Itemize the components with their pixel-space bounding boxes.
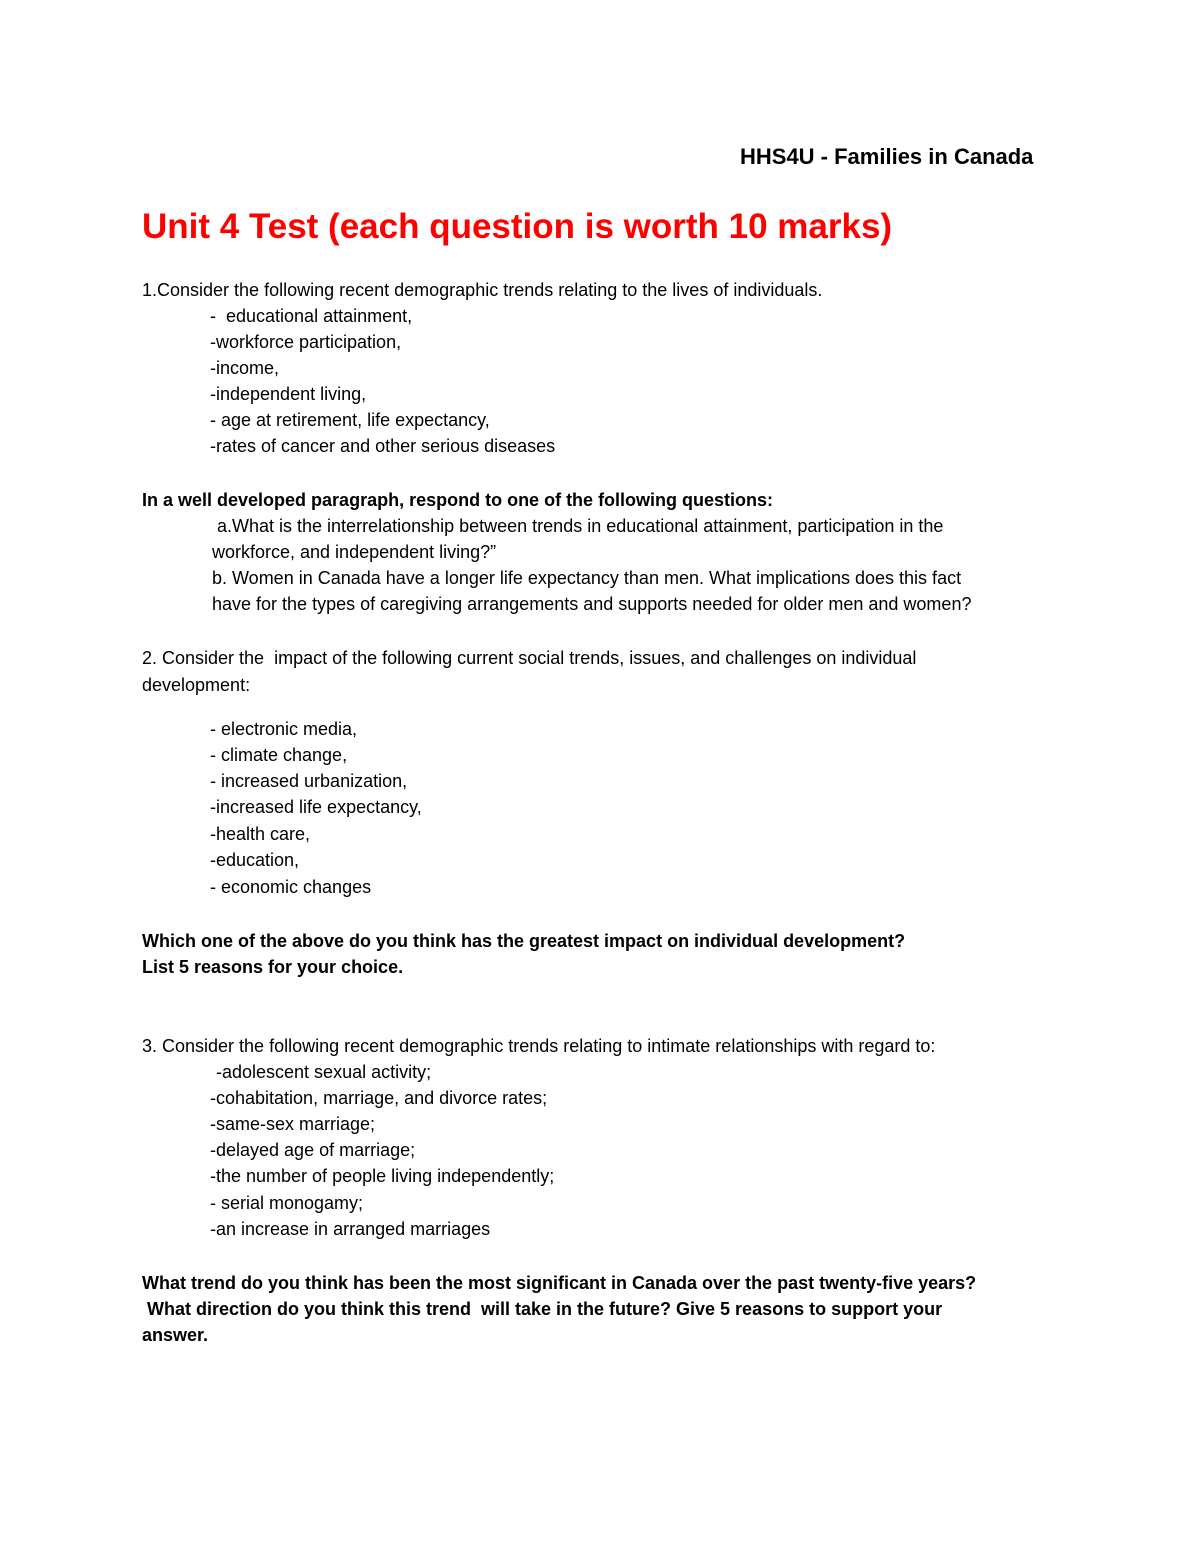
q2-item: - economic changes xyxy=(210,877,372,897)
q3-item: -cohabitation, marriage, and divorce rates; xyxy=(210,1088,548,1108)
q3-item: -the number of people living independently; xyxy=(210,1166,555,1186)
q3-intro: 3. Consider the following recent demographic trends relating to intimate relationships with regard to: xyxy=(142,1036,936,1056)
q3-item: -adolescent sexual activity; xyxy=(216,1062,432,1082)
q2-item: - climate change, xyxy=(210,745,348,765)
q3-item: - serial monogamy; xyxy=(210,1193,364,1213)
q1-option-a: a.What is the interrelationship between trends in educational attainment, participation in the xyxy=(212,516,944,536)
q3-item: -an increase in arranged marriages xyxy=(210,1219,491,1239)
q1-item: -income, xyxy=(210,358,280,378)
test-title: Unit 4 Test (each question is worth 10 marks) xyxy=(142,207,893,246)
q1-item: - age at retirement, life expectancy, xyxy=(210,410,490,430)
q2-item: -increased life expectancy, xyxy=(210,797,422,817)
q2-prompt: Which one of the above do you think has the greatest impact on individual development? xyxy=(142,931,906,951)
q2-intro-cont: development: xyxy=(142,675,251,695)
q3-item: -same-sex marriage; xyxy=(210,1114,376,1134)
q1-intro: 1.Consider the following recent demographic trends relating to the lives of individuals. xyxy=(142,280,823,300)
q3-prompt-end: answer. xyxy=(142,1325,209,1345)
q3-prompt-cont: What direction do you think this trend will take in the future? Give 5 reasons to support your xyxy=(142,1299,943,1319)
q1-item: - educational attainment, xyxy=(210,306,413,326)
q1-prompt: In a well developed paragraph, respond to one of the following questions: xyxy=(142,490,774,510)
q2-item: - increased urbanization, xyxy=(210,771,408,791)
q3-prompt: What trend do you think has been the most significant in Canada over the past twenty-five years? xyxy=(142,1273,977,1293)
q1-option-b-cont: have for the types of caregiving arrangements and supports needed for older men and women? xyxy=(212,594,972,614)
course-header: HHS4U - Families in Canada xyxy=(740,144,1034,169)
q2-item: -education, xyxy=(210,850,300,870)
q3-item: -delayed age of marriage; xyxy=(210,1140,416,1160)
q1-item: -rates of cancer and other serious diseases xyxy=(210,436,556,456)
q2-item: -health care, xyxy=(210,824,311,844)
q2-prompt-cont: List 5 reasons for your choice. xyxy=(142,957,404,977)
q1-item: -independent living, xyxy=(210,384,367,404)
q1-option-a-cont: workforce, and independent living?” xyxy=(212,542,497,562)
q2-item: - electronic media, xyxy=(210,719,358,739)
q1-option-b: b. Women in Canada have a longer life expectancy than men. What implications does this fact xyxy=(212,568,962,588)
q1-item: -workforce participation, xyxy=(210,332,402,352)
q2-intro: 2. Consider the impact of the following current social trends, issues, and challenges on individual xyxy=(142,648,917,668)
